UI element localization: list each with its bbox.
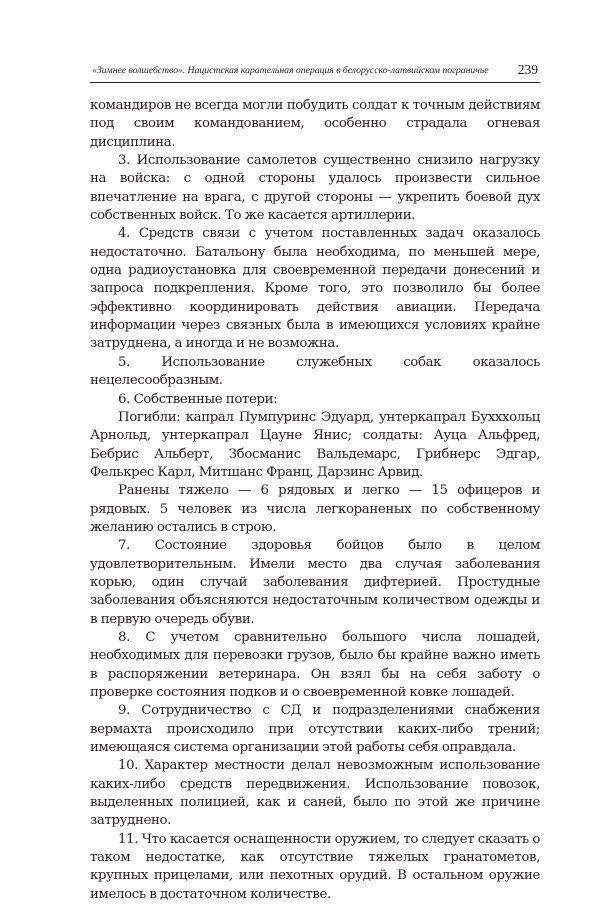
paragraph-item-7: 7. Состояние здоровья бойцов было в целом удовлетворительным. Имели место два случая заболевания корью, один случай заболевания дифтерией. Простудные заболевания объясняются недостаточным количеством одежды и в первую очередь обуви. <box>90 538 540 627</box>
running-header <box>90 63 540 79</box>
paragraph-item-5: 5. Использование служебных собак оказалось нецелесообразным. <box>90 354 540 389</box>
paragraph-item-11: 11. Что касается оснащенности оружием, то следует сказать о таком недостатке, как отсутствие тяжелых гранатометов, крупных прицелами, или пехотных орудий. В остальном оружие имелось в достаточном количестве. <box>90 831 540 902</box>
paragraph-item-10: 10. Характер местности делал невозможным использование каких-либо средств передвижения. Использование повозок, выделенных полицией, как и саней, было по этой же причине затруднено. <box>90 758 540 829</box>
paragraph-item-9: 9. Сотрудничество с СД и подразделениями снабжения вермахта происходило при отсутствии каких-либо трений; имеющаяся система организации этой работы себя оправдала. <box>90 703 540 756</box>
body-text <box>90 97 540 904</box>
paragraph-continuation: командиров не всегда могли побудить солдат к точным действиям под своим командованием, особенно страдала огневая дисциплина. <box>90 98 540 150</box>
paragraph-item-8: 8. С учетом сравнительно большого числа лошадей, необходимых для перевозки грузов, было бы крайне важно иметь в распоряжении ветеринара. Он взял бы на себя заботу о проверке состояния подков и о своевременной ковке лошадей. <box>90 629 540 700</box>
paragraph-wounded: Ранены тяжело — 6 рядовых и легко — 15 офицеров и рядовых. 5 человек из числа легкораненых по собственному желанию остались в строю. <box>90 483 540 535</box>
paragraph-item-6: 6. Собственные потери: <box>118 391 278 407</box>
paragraph-item-3: 3. Использование самолетов существенно снизило нагрузку на войска: с одной стороны удалось произвести сильное впечатление на врага, с другой стороны — укрепить боевой дух собственных войск. То же касается артиллерии. <box>90 153 540 224</box>
paragraph-item-4: 4. Средств связи с учетом поставленных задач оказалось недостаточно. Батальону была необходима, по меньшей мере, одна радиоустановка для своевременной передачи донесений и запроса подкрепления. Кроме того, это позволило бы более эффективно координировать действия авиации. Передача информации через связных была в имеющихся условиях крайне затруднена, а иногда и не возможна. <box>90 226 540 352</box>
running-title: «Зимнее волшебство». Нацистская карательная операция в белорусско-латвийском пограничье <box>92 65 489 76</box>
header-rule <box>90 82 540 83</box>
paragraph-killed-list: Погибли: капрал Пумпуринс Эдуард, унтеркапрал Бухххольц Арнольд, унтеркапрал Цауне Янис; солдаты: Ауца Альфред, Бебрис Альберт, Збосманис Вальдемарс, Грибнерс Эдгар, Фелькрес Карл, Митшанс Франц, Дарзинс Арвид. <box>90 409 540 480</box>
page-number: 239 <box>517 62 538 77</box>
